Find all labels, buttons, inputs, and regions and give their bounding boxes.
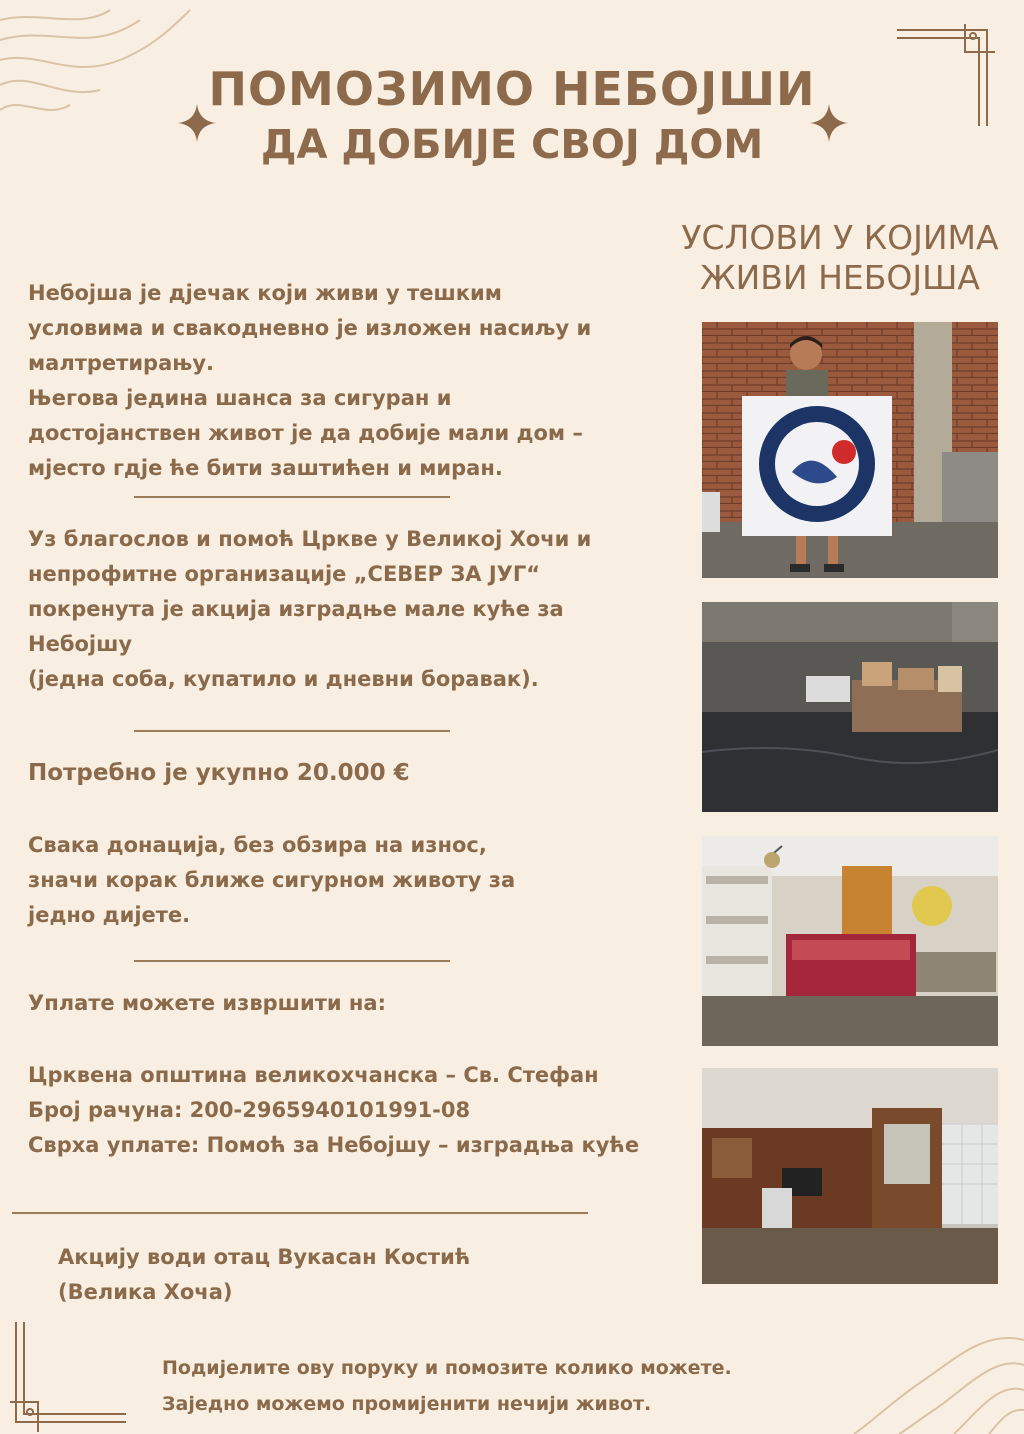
- photo-boy-with-banner: [702, 322, 998, 578]
- initiative-paragraph: [28, 522, 678, 697]
- text-line: условима и свакодневно је изложен насиљу и: [28, 316, 592, 340]
- frame-corner-bottom-left: [8, 1322, 128, 1434]
- photos-heading-line: ЖИВИ НЕБОЈША: [700, 258, 980, 297]
- footer-line: Заједно можемо промијенити нечији живот.: [162, 1393, 652, 1415]
- payment-heading: Уплате можете извршити на:: [28, 991, 386, 1015]
- text-line: значи корак ближе сигурном животу за: [28, 868, 516, 892]
- text-line: Свака донација, без обзира на износ,: [28, 833, 487, 857]
- text-line: (једна соба, купатило и дневни боравак).: [28, 667, 539, 691]
- divider: [134, 730, 450, 732]
- payment-line: Сврха уплате: Помоћ за Небојшу – изградња куће: [28, 1133, 640, 1157]
- page-title: ПОМОЗИМО НЕБОЈШИ: [208, 62, 816, 116]
- photos-heading-line: УСЛОВИ У КОЈИМА: [681, 218, 999, 257]
- text-line: покренута је акција изградње мале куће за: [28, 597, 564, 621]
- text-line: непрофитне организације „СЕВЕР ЗА ЈУГ“: [28, 562, 541, 586]
- divider: [134, 960, 450, 962]
- text-line: Уз благослов и помоћ Цркве у Великој Хочи и: [28, 527, 592, 551]
- photo-kitchen-room: [702, 1068, 998, 1284]
- text-line: Небојшу: [28, 632, 133, 656]
- text-line: Акцију води отац Вукасан Костић: [58, 1245, 471, 1269]
- text-line: (Велика Хоча): [58, 1280, 233, 1304]
- text-line: мјесто гдје ће бити заштићен и миран.: [28, 456, 503, 480]
- payment-details: [28, 1058, 678, 1163]
- text-line: Његова једина шанса за сигуран и: [28, 386, 452, 410]
- text-line: Небојша је дјечак који живи у тешким: [28, 281, 502, 305]
- leader-paragraph: [58, 1240, 708, 1310]
- footer-line: Подијелите ову поруку и помозите колико можете.: [162, 1357, 732, 1379]
- text-line: малтретирању.: [28, 351, 214, 375]
- payment-line: Број рачуна: 200-2965940101991-08: [28, 1098, 471, 1122]
- swirl-decoration-bottom-right: [824, 1310, 1024, 1434]
- intro-paragraph: [28, 276, 678, 486]
- photo-living-room: [702, 836, 998, 1046]
- photo-flooded-room: [702, 602, 998, 812]
- donation-paragraph: [28, 828, 678, 933]
- text-line: достојанствен живот је да добије мали дом –: [28, 421, 583, 445]
- text-line: једно дијете.: [28, 903, 191, 927]
- divider: [134, 496, 450, 498]
- footer-message: [162, 1350, 732, 1422]
- total-amount: Потребно је укупно 20.000 €: [28, 760, 410, 786]
- payment-line: Црквена општина великохчанска – Св. Стефан: [28, 1063, 599, 1087]
- photos-heading: [668, 218, 1012, 298]
- page-subtitle: ДА ДОБИЈЕ СВОЈ ДОМ: [260, 122, 764, 168]
- divider: [12, 1212, 588, 1214]
